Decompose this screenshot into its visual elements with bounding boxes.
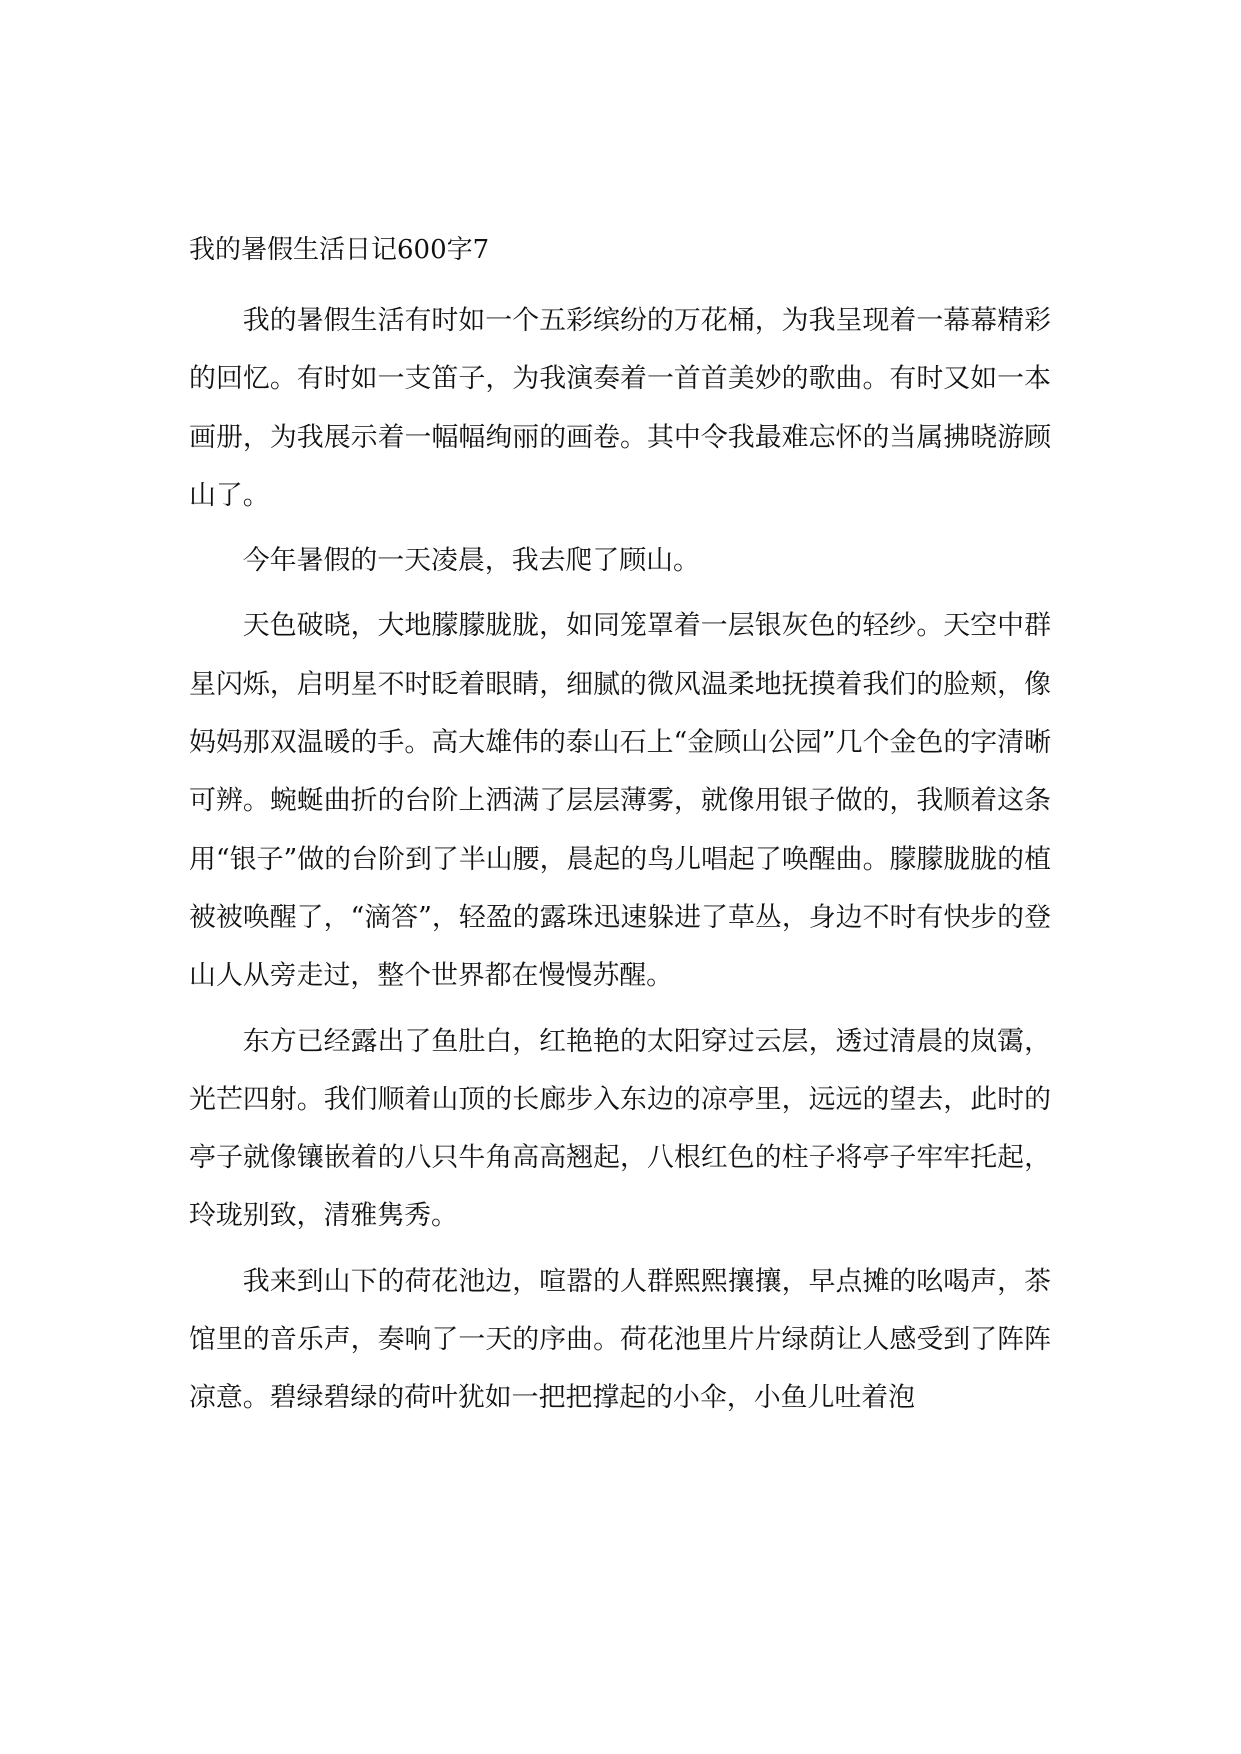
paragraph-5: 我来到山下的荷花池边，喧嚣的人群熙熙攘攘，早点摊的吆喝声，茶馆里的音乐声，奏响了一天的序曲。荷花池里片片绿荫让人感受到了阵阵凉意。碧绿碧绿的荷叶犹如一把把撑起的小伞，小鱼儿吐着泡 bbox=[189, 1265, 1051, 1414]
paragraph-3: 天色破晓，大地朦朦胧胧，如同笼罩着一层银灰色的轻纱。天空中群星闪烁，启明星不时眨着眼睛，细腻的微风温柔地抚摸着我们的脸颊，像妈妈那双温暖的手。高大雄伟的泰山石上“金顾山公园”几个金色的字清晰可辨。蜿蜒曲折的台阶上洒满了层层薄雾，就像用银子做的，我顺着这条用“银子”做的台阶到了半山腰，晨起的鸟儿唱起了唤醒曲。朦朦胧胧的植被被唤醒了，“滴答”，轻盈的露珠迅速躲进了草丛，身边不时有快步的登山人从旁走过，整个世界都在慢慢苏醒。 bbox=[189, 610, 1051, 992]
document-title: 我的暑假生活日记600字7 bbox=[189, 235, 490, 265]
document-body bbox=[189, 228, 1051, 1428]
paragraph-2: 今年暑假的一天凌晨，我去爬了顾山。 bbox=[242, 545, 700, 577]
paragraph-4: 东方已经露出了鱼肚白，红艳艳的太阳穿过云层，透过清晨的岚霭，光芒四射。我们顺着山顶的长廊步入东边的凉亭里，远远的望去，此时的亭子就像镶嵌着的八只牛角高高翘起，八根红色的柱子将亭子牢牢托起，玲珑别致，清雅隽秀。 bbox=[189, 1025, 1051, 1232]
paragraph-1: 我的暑假生活有时如一个五彩缤纷的万花桶，为我呈现着一幕幕精彩的回忆。有时如一支笛子，为我演奏着一首首美妙的歌曲。有时又如一本画册，为我展示着一幅幅绚丽的画卷。其中令我最难忘怀的当属拂晓游顾山了。 bbox=[189, 305, 1051, 511]
